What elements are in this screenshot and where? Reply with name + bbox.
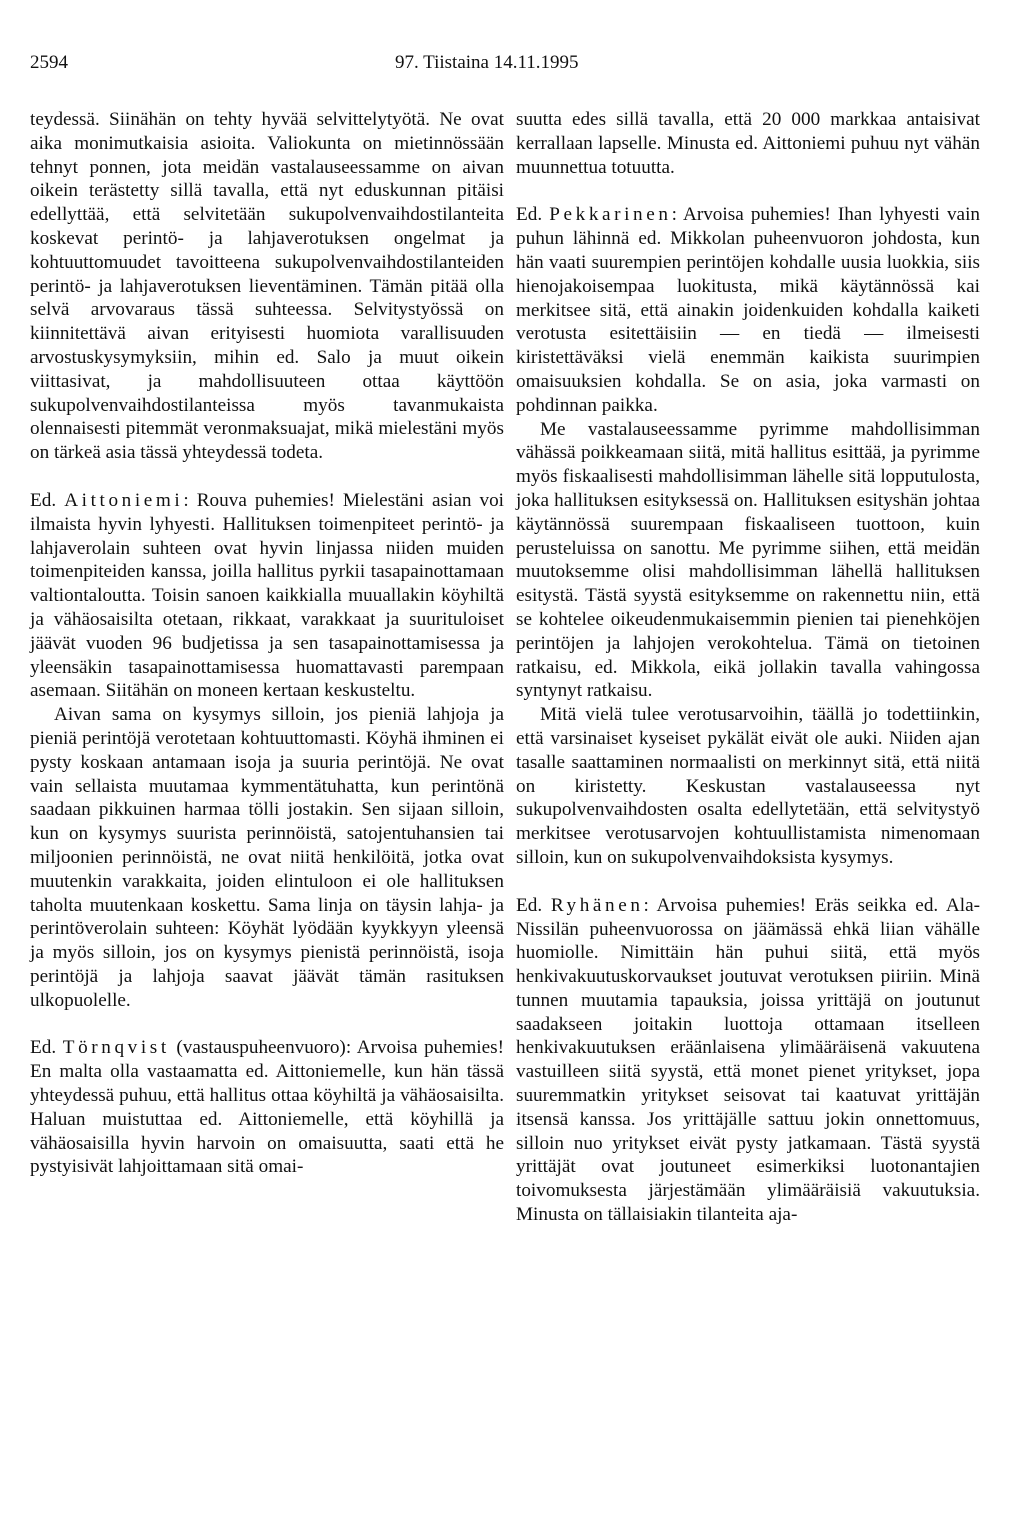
speaker-name: Törnqvist [62,1037,170,1059]
speech-text: (vastauspuheenvuoro): Arvoisa puhemies! En malta olla vastaamatta ed. Aittoniemelle, kun hän tässä yhteydessä puhuu, että hallitus ottaa köyhiltä ja vähäosaisilta. Haluan muistuttaa ed. Aittoniemelle, että köyhillä ja vähäosaisilla hyvin harvoin on omaisuutta, saati että he pystyisivät lahjoittamaan sitä omai- [30,1037,504,1178]
speaker-prefix: Ed. [516,894,543,916]
speaker-name: Ryhänen [550,894,644,916]
speech-text: : Arvoisa puhemies! Ihan lyhyesti vain puhun lähinnä ed. Mikkolan puheenvuoron johdosta, kun hän vaati suurempien perintöjen kohdalle uusia luokkia, siis hienojakoisempaa luokitusta, mikä käytännössä kai merkitsee sitä, että ainakin joidenkuiden kohdalla kaiketi verotusta esitettäisiin — en tiedä — ilmeisesti kiristettäväksi vielä enemmän kaikista suurimpien omaisuuksien kohdalla. Se on asia, joka varmasti on pohdinnan paikka. [516,204,980,416]
page-number: 2594 [30,52,68,73]
session-date-header: 97. Tiistaina 14.11.1995 [395,52,579,73]
speech-text: : Arvoisa puhemies! Eräs seikka ed. Ala-Nissilän puheenvuorossa on jäämässä ehkä liian vähälle huomiolle. Nimittäin hän puhui siitä, että myös henkivakuutuskorvaukset joutuvat verotuksen piiriin. Minä tunnen muutamia tapauksia, joissa yrittäjä on joutunut saadakseen joitakin luottoja ottamaan itselleen henkivakuutuksen eräänlaisena ylimääräisenä vakuutena vastuilleen siitä syystä, että monet pienet yritykset, jopa suuremmatkin yritykset seisovat tai kaatuvat yrittäjän itsensä kanssa. Jos yrittäjälle sattuu jokin onnettomuus, silloin nuo yritykset eivät pysty jatkamaan. Tästä syystä yrittäjät ovat joutuneet esimerkiksi luotonantajien toivomuksesta järjestämään ylimääräisiä vakuutuksia. Minusta on tällaisiakin tilanteita aja- [516,894,981,1226]
left-column [30,108,504,1179]
speech-ryhanen [516,894,980,1227]
speaker-name: Aittoniemi [64,489,184,511]
paragraph: suutta edes sillä tavalla, että 20 000 markkaa antaisivat kerrallaan lapselle. Minusta ed. Aittoniemi puhuu nyt vähän muunnettua totuutta. [516,109,980,178]
speaker-prefix: Ed. [30,1037,57,1059]
speaker-prefix: Ed. [30,489,57,511]
speaker-name: Pekkarinen [549,204,672,226]
speech-pekkarinen [516,203,980,417]
paragraph: Aivan sama on kysymys silloin, jos pieniä lahjoja ja pieniä perintöjä verotetaan kohtuuttomasti. Köyhä ihminen ei pysty koskaan antamaan isoja ja suuria perintöjä. Ne ovat vain sellaista muutamaa kymmentätuhatta, kun perintönä saadaan pikkuinen harmaa tölli jostakin. Sen sijaan silloin, kun on kysymys suurista perinnöistä, satojentuhansien tai miljoonien perinnöistä, ne ovat niitä henkilöitä, jotka ovat muutenkin varakkaita, joiden elintuloon ei ole hallituksen taholta muutenkaan koskettu. Sama linja on täysin lahja- ja perintöverolain suhteen: Köyhät lyödään kyykkyyn yleensä ja myös silloin, jos on kysymys pienistä perinnöistä, isoja perintöjä ja lahjoja saavat jäävät tämän rasituksen ulkopuolelle. [30,704,504,1011]
speech-tornqvist [30,1036,504,1179]
page-header [0,52,1024,82]
paragraph: teydessä. Siinähän on tehty hyvää selvittelytyötä. Ne ovat aika monimutkaisia asioita. Valiokunta on mietinnössään tehnyt ponnen, jota meidän vastalauseessamme on aivan oikein terästetty sillä tavalla, että nyt eduskunnan pitäisi edellyttää, että selvitetään sukupolvenvaihdostilanteita koskevat perintö- ja lahjaverotuksen ongelmat ja kohtuuttomuudet tavoitteena sukupolvenvaihdostilanteiden perintö- ja lahjaverotuksen lieventäminen. Tämän pitää olla selvä arvovaraus tässä suhteessa. Selvitystyössä on kiinnitettävä aivan erityisesti huomiota varallisuuden arvostuskysymyksiin, mihin ed. Salo ja muut oikein viittasivat, ja mahdollisuuteen ottaa käyttöön sukupolvenvaihdostilanteissa myös tavanmukaista olennaisesti pitemmät veronmaksuajat, mikä mielestäni myös on tärkeä asia tässä yhteydessä todeta. [30,109,504,464]
paragraph: Me vastalauseessamme pyrimme mahdollisimman vähässä poikkeamaan siitä, mitä hallitus esittää, ja pyrimme myös fiskaalisesti mahdollisimman lähelle sitä lopputulosta, joka hallituksen esityksessä on. Hallituksen esityshän johtaa käytännössä suurempaan fiskaaliseen tuottoon, kuin perusteluissa on sanottu. Me pyrimme siihen, että meidän muutoksemme olisi mahdollisimman lähellä hallituksen esitystä. Tästä syystä esityksemme on rakennettu niin, että se kohtelee oikeudenmukaisemmin pienien tai pienehköjen perintöjen ja lahjojen verokohtelua. Tämä on tietoinen ratkaisu, ed. Mikkola, eikä jollakin tavalla vahingossa syntynyt ratkaisu. [516,418,980,702]
speaker-prefix: Ed. [516,204,543,226]
right-column [516,108,980,1227]
speech-aittoniemi [30,489,504,703]
speech-text: : Rouva puhemies! Mielestäni asian voi ilmaista hyvin lyhyesti. Hallituksen toimenpiteet perintö- ja lahjaverolain suhteen ovat hyvin linjassa niiden muiden toimenpiteiden kanssa, joilla hallitus pyrkii tasapainottamaan valtiontaloutta. Toisin sanoen kaikkialla muuallakin köyhiltä ja vähäosaisilta otetaan, rikkaat, varakkaat ja suurituloiset jäävät vuoden 96 budjetissa ja sen tasapainottamisessa ja yleensäkin tasapainottamisessa huomattavasti parempaan asemaan. Siitähän on moneen kertaan keskusteltu. [30,489,504,702]
paragraph: Mitä vielä tulee verotusarvoihin, täällä jo todettiinkin, että varsinaiset kyseiset pykälät eivät ole auki. Niiden ajan tasalle saattaminen normaalisti on merkinnyt sitä, että niitä on kiristetty. Keskustan vastalauseessa nyt sukupolvenvaihdosten osalta edellytetään, että selvitystyö merkitsee verotusarvojen kohtuullistamista nimenomaan silloin, kun on sukupolvenvaihdoksista kysymys. [516,704,980,868]
